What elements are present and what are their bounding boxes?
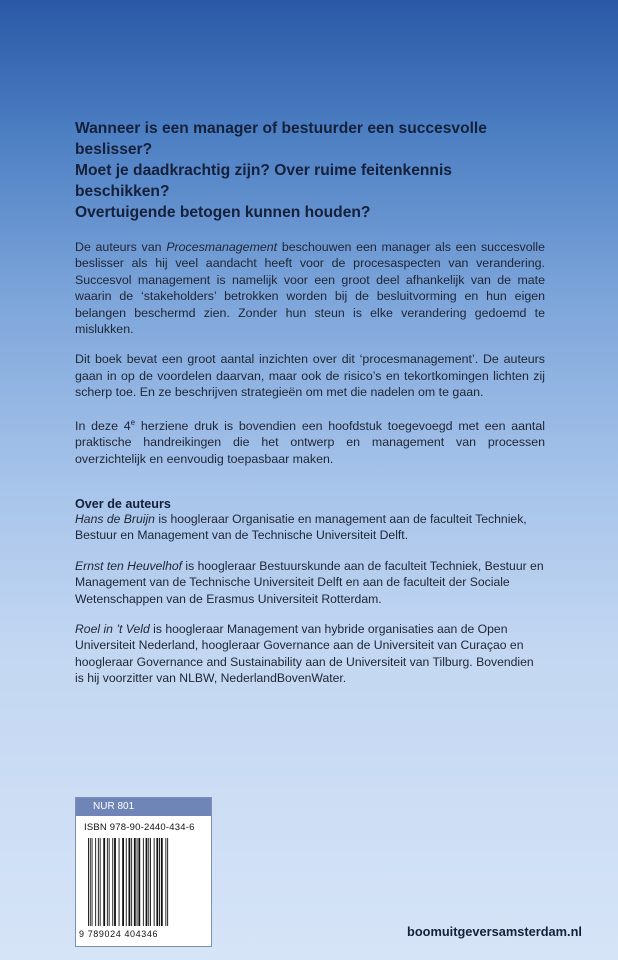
barcode-bar xyxy=(148,838,149,926)
barcode-bar xyxy=(134,838,136,926)
barcode-bar xyxy=(92,838,93,926)
isbn-label: ISBN 978-90-2440-434-6 xyxy=(84,822,195,833)
book-title: Procesmanagement xyxy=(166,240,278,254)
edition-sup: e xyxy=(130,417,136,427)
barcode-bar xyxy=(165,838,166,926)
author-text: is hoogleraar Bestuurskunde aan de faculteit Techniek, Bestuur en Management van de Technische Universiteit Delft en aan de faculteit der Sociale Wetenschappen van de Erasmus Universiteit Rotterdam. xyxy=(75,558,544,606)
barcode-bar xyxy=(129,838,131,926)
barcode-bar xyxy=(150,838,151,926)
publisher-url: boomuitgeversamsterdam.nl xyxy=(407,924,582,939)
barcode-bar xyxy=(88,838,89,926)
author-text: is hoogleraar Management van hybride organisaties aan de Open Universiteit Nederland, hoogleraar Governance aan de Universiteit van Curaçao en hoogleraar Governance and Sustainability aan de Universiteit van Tilburg. Bovendien is hij voorzitter van NLBW, NederlandBovenWater. xyxy=(75,622,534,686)
barcode-bar xyxy=(146,838,148,926)
author-name: Roel in ’t Veld xyxy=(75,622,150,637)
barcode-bar xyxy=(122,838,124,926)
barcode-bar xyxy=(137,838,138,926)
barcode-bar xyxy=(95,838,96,926)
barcode-bar xyxy=(100,838,101,926)
barcode-bar xyxy=(154,838,155,926)
edition-post: herziene druk is bovendien een hoofdstuk toegevoegd met een aantal praktische handreikingen die het ontwerp en management van processen overzichtelijk en eenvoudig toepasbaar maken. xyxy=(75,418,546,466)
barcode-bar xyxy=(90,838,91,926)
headline-line: Wanneer is een manager of bestuurder een succesvolle beslisser? xyxy=(75,120,487,158)
edition-pre: In deze 4 xyxy=(75,418,131,433)
edition-paragraph xyxy=(75,415,545,467)
barcode-bar xyxy=(107,838,108,926)
barcode-number: 9 789024 404346 xyxy=(79,929,159,939)
barcode-bar xyxy=(159,838,160,926)
author-name: Ernst ten Heuvelhof xyxy=(75,558,183,573)
author-name: Hans de Bruijn xyxy=(75,512,155,526)
author-text: is hoogleraar Organisatie en management aan de faculteit Techniek, Bestuur en Management van de Technische Universiteit Delft. xyxy=(75,512,527,543)
intro-paragraph xyxy=(75,239,545,337)
blurb xyxy=(75,118,545,701)
headline-line: Overtuigende betogen kunnen houden? xyxy=(75,204,371,221)
content-paragraph: Dit boek bevat een groot aantal inzichten over dit ‘procesmanagement’. De auteurs gaan in op de voordelen daarvan, maar ook de risico’s en tekortkomingen lichten zij scherp toe. En ze beschrijven strategieën om met die nadelen om te gaan. xyxy=(75,352,545,400)
barcode-bar xyxy=(109,838,110,926)
barcode-bar xyxy=(112,838,113,926)
headline-line: Moet je daadkrachtig zijn? Over ruime feitenkennis beschikken? xyxy=(75,162,452,200)
nur-label: NUR 801 xyxy=(76,798,211,816)
intro-pre: De auteurs van xyxy=(75,240,167,254)
author-bio xyxy=(75,511,545,544)
author-bio xyxy=(75,558,545,607)
barcode-bar xyxy=(114,838,116,926)
barcode-bar xyxy=(143,838,144,926)
barcode-box xyxy=(75,797,212,947)
barcode-bar xyxy=(126,838,127,926)
barcode-bar xyxy=(167,838,168,926)
barcode-bar xyxy=(98,838,99,926)
barcode-bar xyxy=(131,838,132,926)
barcode-bar xyxy=(161,838,163,926)
barcode-bar xyxy=(119,838,120,926)
barcode-bar xyxy=(103,838,105,926)
about-authors-title: Over de auteurs xyxy=(75,497,171,511)
intro-post: beschouwen een manager als een succesvolle beslisser als hij veel aandacht heeft voor de procesaspecten van verandering. Succesvol management is namelijk voor een groot deel afhankelijk van de mate waarin de ‘stakeholders’ betrokken worden bij de besluitvorming en hun eigen belangen beschermd zien. Zonder hun steun is elke verandering gedoemd te mislukken. xyxy=(75,240,545,337)
barcode-bar xyxy=(138,838,140,926)
headline xyxy=(75,118,545,223)
barcode xyxy=(86,838,201,926)
author-bio xyxy=(75,621,545,687)
barcode-bar xyxy=(156,838,158,926)
